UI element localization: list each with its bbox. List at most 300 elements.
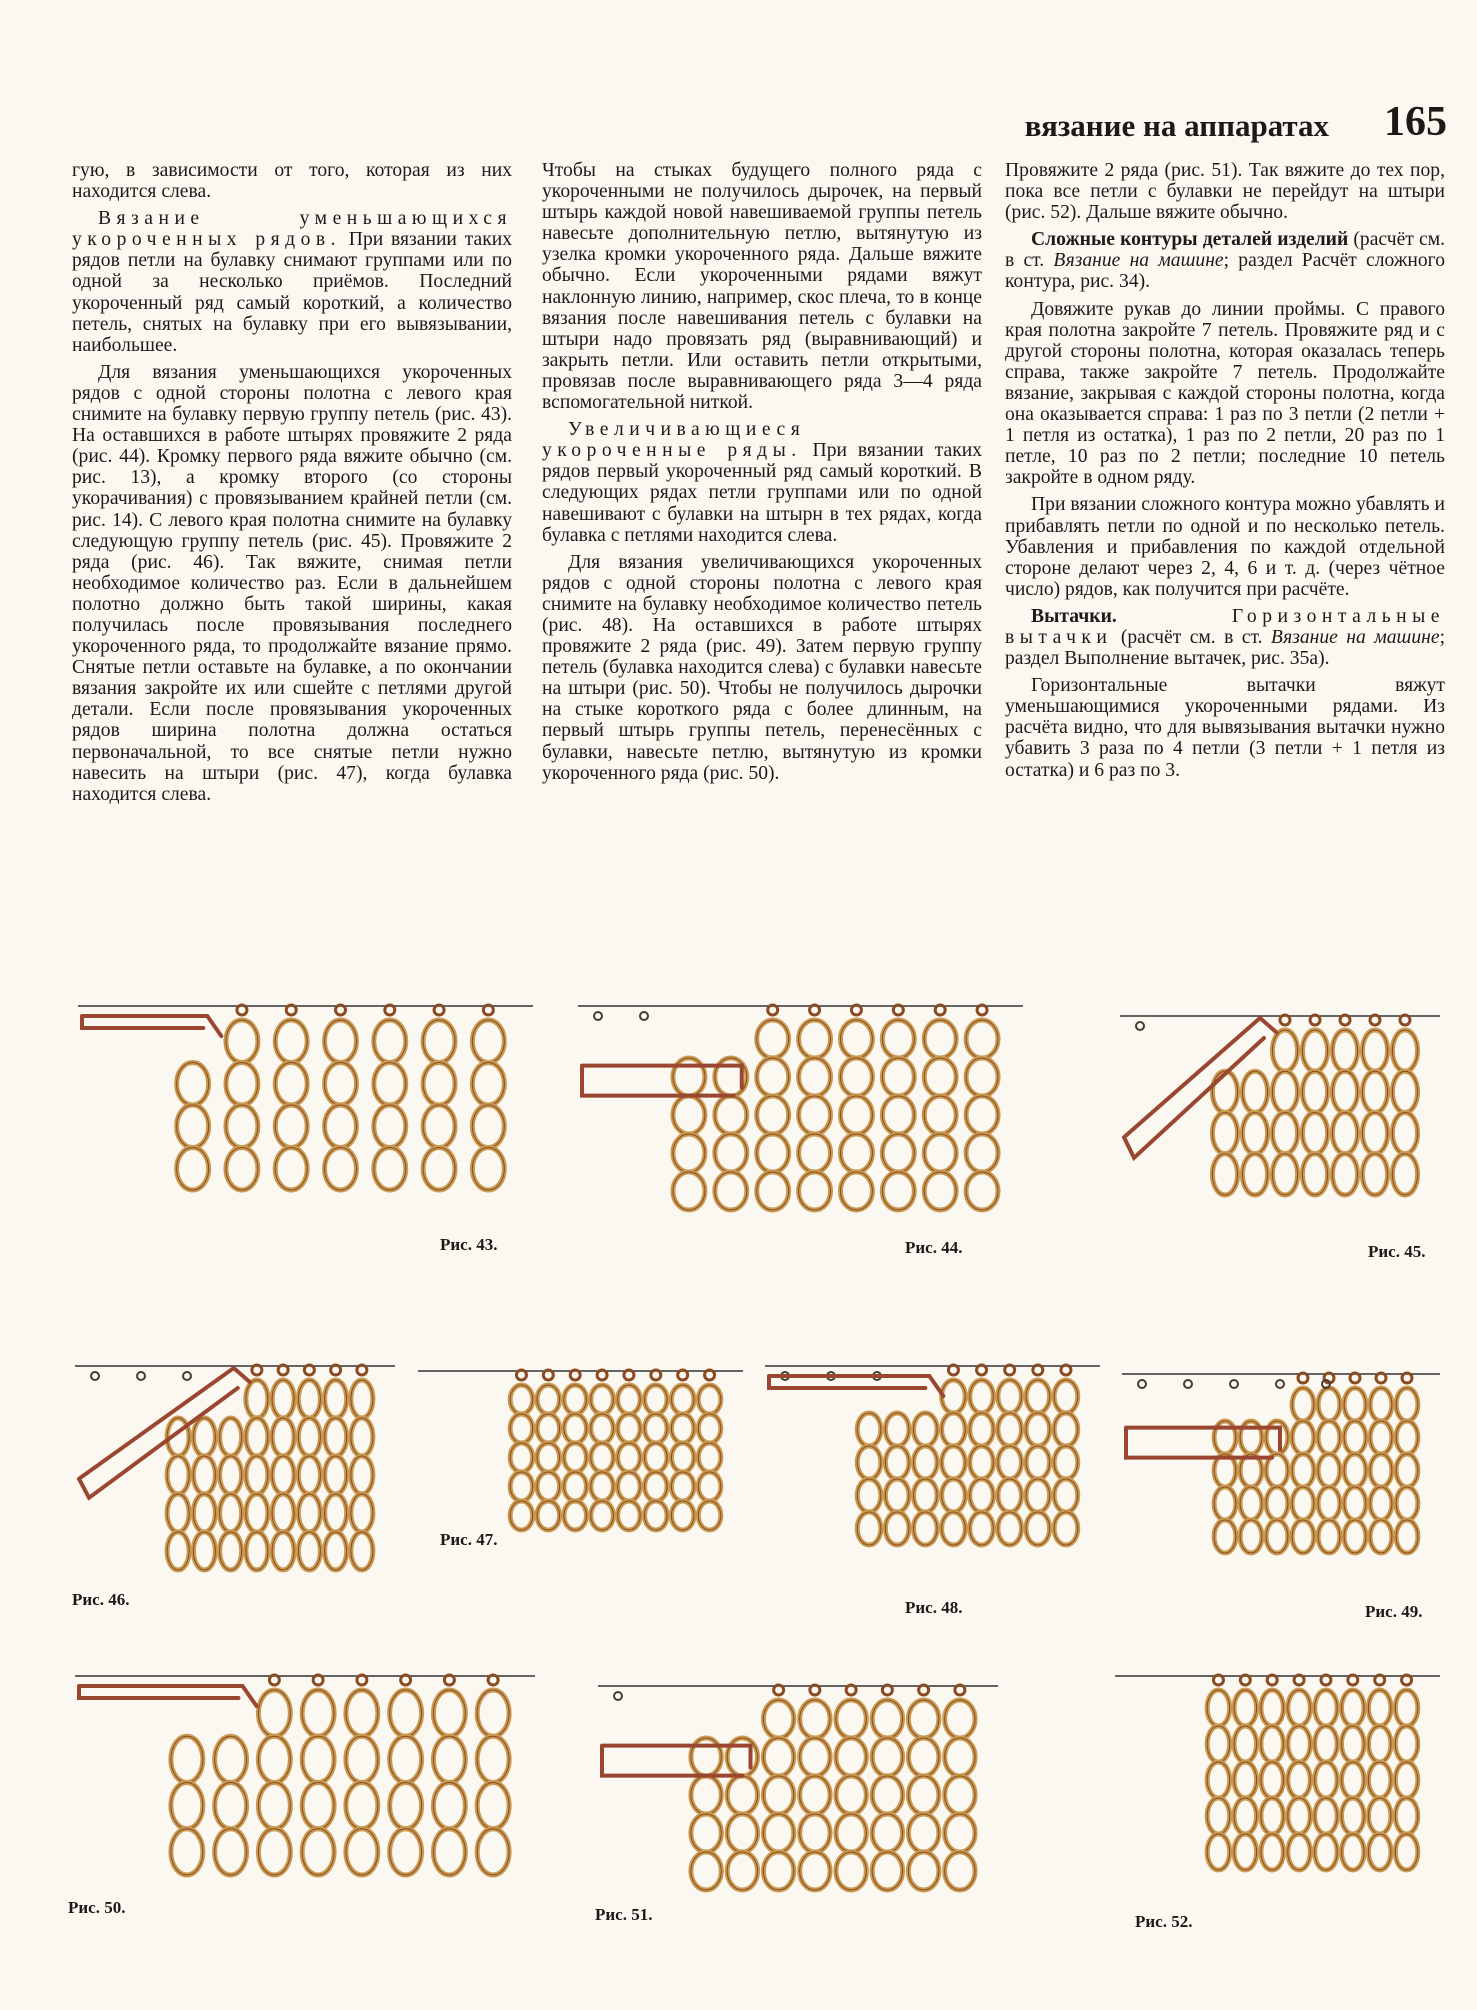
stitch-outline <box>433 1690 465 1736</box>
paragraph: Для вязания уменьшающихся укороченных рядов с одной стороны полотна с левого края снимите на булавку первую группу петель (рис. 43). На оставшихся в работе штырях провяжите 2 ряда (рис. 44). Кромку первого ряда вяжите обычно (см. рис. 13), а кромку второго (со стороны укорачивания) с провязыванием крайней петли (см. рис. 14). С левого края полотна снимите на булавку следующую группу петель (рис. 45). Провяжите 2 ряда (рис. 46). Так вяжите, снимая петли необходимое количество раз. Если в дальнейшем полотно должно быть такой ширины, какая получилась после провязывания последнего укороченного ряда, то продолжайте вязание прямо. Снятые петли оставьте на булавке, а по окончании вязания закройте их или сшейте с петлями другой детали. Если после провязывания укороченных рядов ширина полотна должна остаться первоначальной, то все снятые петли нужно навесить на штыри (рис. 47), когда булавка находится слева. <box>72 361 512 805</box>
stitch-outline <box>970 1512 994 1545</box>
needle-loop <box>252 1365 262 1375</box>
needle-loop <box>401 1675 411 1685</box>
stitch-outline <box>346 1690 378 1736</box>
stitch-outline <box>272 1380 294 1418</box>
stitch-outline <box>857 1479 881 1512</box>
stitch-outline <box>671 1472 694 1501</box>
stitch-outline <box>346 1829 378 1875</box>
stitch-outline <box>1212 1113 1237 1154</box>
stitch-outline <box>1395 1798 1418 1834</box>
stitch-outline <box>472 1063 504 1106</box>
stitch-outline <box>298 1532 320 1570</box>
stitch-outline <box>177 1063 209 1106</box>
stitch-outline <box>942 1479 966 1512</box>
stitch-outline <box>215 1736 247 1782</box>
stitch-outline <box>1342 1798 1365 1834</box>
stitch-outline <box>715 1134 747 1172</box>
stitch-outline <box>945 1814 975 1852</box>
page-number: 165 <box>1384 99 1447 145</box>
needle-loop <box>935 1005 945 1015</box>
stitch-outline <box>671 1385 694 1414</box>
knitting-illustration <box>78 990 533 1200</box>
needle-loop <box>1294 1675 1304 1685</box>
stitch-outline <box>564 1414 587 1443</box>
stitch-outline <box>564 1501 587 1530</box>
needle-loop <box>810 1005 820 1015</box>
stitch-outline <box>193 1456 215 1494</box>
stitch-outline <box>1026 1413 1050 1446</box>
stitch-outline <box>298 1418 320 1456</box>
stitch-outline <box>671 1443 694 1472</box>
stitch-outline <box>177 1105 209 1148</box>
stitch-outline <box>1318 1520 1340 1553</box>
stitch-outline <box>885 1446 909 1479</box>
stitch-outline <box>698 1472 721 1501</box>
stitch-outline <box>966 1172 998 1210</box>
stitch-outline <box>908 1814 938 1852</box>
stitch-outline <box>1288 1726 1311 1762</box>
needle-loop <box>516 1370 526 1380</box>
stitch-outline <box>302 1690 334 1736</box>
figure-caption: Рис. 49. <box>1365 1602 1423 1621</box>
stitch-outline <box>390 1736 422 1782</box>
stitch-outline <box>970 1446 994 1479</box>
needle-loop <box>1240 1675 1250 1685</box>
stitch-outline <box>763 1852 793 1890</box>
stitch-outline <box>591 1414 614 1443</box>
stitch-outline <box>966 1058 998 1096</box>
stitch-outline <box>1242 1154 1267 1195</box>
stitch-outline <box>351 1418 373 1456</box>
holder-pin <box>79 1686 257 1706</box>
figure-52 <box>1115 1660 1440 1880</box>
stitch-outline <box>908 1738 938 1776</box>
empty-needle-dot <box>1230 1380 1238 1388</box>
stitch-outline <box>1288 1798 1311 1834</box>
stitch-outline <box>885 1413 909 1446</box>
needle-loop <box>774 1685 784 1695</box>
stitch-outline <box>1207 1834 1230 1870</box>
stitch-outline <box>618 1443 641 1472</box>
stitch-outline <box>423 1063 455 1106</box>
stitch-outline <box>645 1472 668 1501</box>
stitch-outline <box>1392 1154 1417 1195</box>
stitch-outline <box>1272 1154 1297 1195</box>
stitch-outline <box>763 1738 793 1776</box>
stitch-outline <box>510 1501 533 1530</box>
stitch-outline <box>970 1479 994 1512</box>
stitch-outline <box>1344 1388 1366 1421</box>
stitch-outline <box>840 1096 872 1134</box>
paragraph-text: При вязании таких рядов петли на булавку снимают группами или по одной за несколько приёмов. Последний укороченный ряд самый короткий, а количество петель, снятых на булавку при его вывязывании, наибольшее. <box>72 229 512 356</box>
stitch-outline <box>857 1413 881 1446</box>
stitch-outline <box>193 1494 215 1532</box>
figure-caption: Рис. 50. <box>68 1898 126 1917</box>
stitch-outline <box>537 1443 560 1472</box>
stitch-outline <box>1370 1421 1392 1454</box>
stitch-outline <box>1292 1487 1314 1520</box>
figure-44 <box>578 990 1023 1220</box>
knitting-illustration <box>75 1660 535 1885</box>
figure-caption: Рис. 47. <box>440 1530 498 1549</box>
knitting-illustration <box>1115 1660 1440 1880</box>
stitch-outline <box>477 1690 509 1736</box>
stitch-outline <box>220 1456 242 1494</box>
needle-loop <box>385 1005 395 1015</box>
figure-caption: Рис. 44. <box>905 1238 963 1257</box>
paragraph: Довяжите рукав до линии проймы. С правого края полотна закройте 7 петель. Провяжите ряд и с другой стороны полотна, которая оказалась теперь справа, также закройте 7 петель. Продолжайте вязание, закрывая с каждой стороны полотна, когда она оказывается справа: 1 раз по 3 петли (2 петли + 1 петля из остатка), 1 раз по 2 петли, 20 раз по 1 петле, 10 раз по 2 петли; последние 10 петель закройте в одном ряду. <box>1005 298 1445 489</box>
empty-needle-dot <box>1184 1380 1192 1388</box>
needle-loop <box>893 1005 903 1015</box>
stitch-outline <box>226 1020 258 1063</box>
stitch-outline <box>1272 1071 1297 1112</box>
stitch-outline <box>1242 1071 1267 1112</box>
stitch-outline <box>1261 1690 1284 1726</box>
needle-loop <box>597 1370 607 1380</box>
stitch-outline <box>246 1532 268 1570</box>
stitch-outline <box>799 1172 831 1210</box>
stitch-outline <box>1342 1834 1365 1870</box>
stitch-outline <box>857 1512 881 1545</box>
stitch-outline <box>1332 1154 1357 1195</box>
stitch-outline <box>220 1418 242 1456</box>
needle-loop <box>1321 1675 1331 1685</box>
stitch-outline <box>1240 1520 1262 1553</box>
stitch-outline <box>477 1829 509 1875</box>
stitch-outline <box>698 1414 721 1443</box>
stitch-outline <box>1332 1113 1357 1154</box>
stitch-outline <box>510 1414 533 1443</box>
stitch-outline <box>1396 1520 1418 1553</box>
stitch-outline <box>840 1058 872 1096</box>
stitch-outline <box>1207 1762 1230 1798</box>
stitch-outline <box>673 1134 705 1172</box>
figure-48 <box>765 1350 1100 1555</box>
needle-loop <box>1310 1015 1320 1025</box>
stitch-outline <box>220 1494 242 1532</box>
holder-pin <box>1124 1018 1276 1158</box>
empty-needle-dot <box>640 1012 648 1020</box>
stitch-outline <box>177 1148 209 1191</box>
needle-loop <box>570 1370 580 1380</box>
stitch-outline <box>727 1814 757 1852</box>
stitch-outline <box>970 1413 994 1446</box>
needle-loop <box>269 1675 279 1685</box>
stitch-outline <box>645 1501 668 1530</box>
stitch-outline <box>1370 1520 1392 1553</box>
stitch-outline <box>1362 1071 1387 1112</box>
stitch-outline <box>970 1380 994 1413</box>
needle-loop <box>768 1005 778 1015</box>
stitch-outline <box>246 1380 268 1418</box>
needle-loop <box>810 1685 820 1695</box>
stitch-outline <box>1207 1726 1230 1762</box>
stitch-outline <box>351 1494 373 1532</box>
stitch-outline <box>1344 1421 1366 1454</box>
stitch-outline <box>1292 1520 1314 1553</box>
stitch-outline <box>325 1456 347 1494</box>
stitch-outline <box>1240 1487 1262 1520</box>
stitch-outline <box>325 1105 357 1148</box>
stitch-outline <box>272 1494 294 1532</box>
paragraph: Для вязания увеличивающихся укороченных рядов с одной стороны полотна с левого края снимите на булавку необходимое количество петель (рис. 48). На оставшихся в работе штырях провяжите 2 ряда (рис. 49). Затем первую группу петель (булавка находится слева) с булавки навесьте на штыри (рис. 50). Чтобы не получилось дырочки на стыке короткого ряда с более длинным, на первый штырь группы петель, перенесённых с булавки, навесьте петлю, вытянутую из кромки укороченного ряда (рис. 50). <box>542 551 982 784</box>
stitch-outline <box>882 1096 914 1134</box>
stitch-outline <box>1292 1388 1314 1421</box>
stitch-outline <box>272 1456 294 1494</box>
needle-loop <box>882 1685 892 1695</box>
paragraph: гую, в зависимости от того, которая из них находится слева. <box>72 160 512 203</box>
stitch-outline <box>1392 1030 1417 1071</box>
stitch-outline <box>1342 1690 1365 1726</box>
empty-needle-dot <box>183 1372 191 1380</box>
needle-loop <box>1348 1675 1358 1685</box>
stitch-outline <box>1368 1690 1391 1726</box>
paragraph-text: ; раздел Выполнение вытачек, рис. 35а). <box>1005 626 1446 670</box>
needle-loop <box>1376 1373 1386 1383</box>
figure-caption: Рис. 45. <box>1368 1242 1426 1261</box>
stitch-outline <box>966 1096 998 1134</box>
paragraph: При вязании сложного контура можно убавлять и прибавлять петли по одной и по несколько петель. Убавления и прибавления по каждой отдельной стороне делают через 2, 4, 6 и т. д. (через чётное число) рядов, как получится при расчёте. <box>1005 494 1445 600</box>
stitch-outline <box>618 1472 641 1501</box>
holder-pin <box>79 1368 250 1498</box>
stitch-outline <box>591 1443 614 1472</box>
stitch-outline <box>1026 1512 1050 1545</box>
stitch-outline <box>715 1172 747 1210</box>
stitch-outline <box>942 1446 966 1479</box>
stitch-outline <box>1362 1113 1387 1154</box>
empty-needle-dot <box>137 1372 145 1380</box>
text-column-2 <box>542 160 982 790</box>
stitch-outline <box>1344 1454 1366 1487</box>
figure-caption: Рис. 51. <box>595 1905 653 1924</box>
needle-loop <box>1402 1675 1412 1685</box>
stitch-outline <box>226 1063 258 1106</box>
stitch-outline <box>1207 1690 1230 1726</box>
stitch-outline <box>836 1852 866 1890</box>
stitch-outline <box>1266 1520 1288 1553</box>
stitch-outline <box>998 1413 1022 1446</box>
stitch-outline <box>510 1385 533 1414</box>
stitch-outline <box>1212 1154 1237 1195</box>
stitch-outline <box>390 1783 422 1829</box>
stitch-outline <box>1026 1479 1050 1512</box>
text-column-3 <box>1005 160 1445 787</box>
stitch-outline <box>1315 1798 1338 1834</box>
stitch-outline <box>872 1814 902 1852</box>
stitch-outline <box>1234 1690 1257 1726</box>
stitch-outline <box>727 1852 757 1890</box>
knitting-illustration <box>75 1350 395 1580</box>
stitch-outline <box>374 1148 406 1191</box>
stitch-outline <box>1288 1690 1311 1726</box>
needle-loop <box>1280 1015 1290 1025</box>
stitch-outline <box>1272 1030 1297 1071</box>
needle-loop <box>851 1005 861 1015</box>
needle-loop <box>1402 1373 1412 1383</box>
needle-loop <box>1061 1365 1071 1375</box>
stitch-outline <box>840 1020 872 1058</box>
stitch-outline <box>799 1096 831 1134</box>
stitch-outline <box>591 1472 614 1501</box>
stitch-outline <box>220 1532 242 1570</box>
stitch-outline <box>215 1829 247 1875</box>
stitch-outline <box>272 1418 294 1456</box>
stitch-outline <box>1261 1762 1284 1798</box>
stitch-outline <box>945 1700 975 1738</box>
stitch-outline <box>872 1738 902 1776</box>
needle-loop <box>1400 1015 1410 1025</box>
stitch-outline <box>715 1096 747 1134</box>
stitch-outline <box>390 1690 422 1736</box>
stitch-outline <box>1396 1487 1418 1520</box>
stitch-outline <box>698 1385 721 1414</box>
stitch-outline <box>1234 1726 1257 1762</box>
stitch-outline <box>472 1148 504 1191</box>
stitch-outline <box>914 1413 938 1446</box>
stitch-outline <box>351 1456 373 1494</box>
stitch-outline <box>325 1418 347 1456</box>
stitch-outline <box>914 1479 938 1512</box>
needle-loop <box>444 1675 454 1685</box>
stitch-outline <box>1368 1762 1391 1798</box>
reference: Вязание на машине <box>1053 250 1224 272</box>
stitch-outline <box>1318 1388 1340 1421</box>
stitch-outline <box>998 1380 1022 1413</box>
stitch-outline <box>1212 1071 1237 1112</box>
needle-loop <box>624 1370 634 1380</box>
stitch-outline <box>564 1443 587 1472</box>
figure-43 <box>78 990 533 1200</box>
knitting-illustration <box>1122 1358 1440 1563</box>
stitch-outline <box>167 1494 189 1532</box>
stitch-outline <box>872 1700 902 1738</box>
stitch-outline <box>510 1443 533 1472</box>
stitch-outline <box>374 1105 406 1148</box>
stitch-outline <box>882 1134 914 1172</box>
stitch-outline <box>351 1380 373 1418</box>
figure-caption: Рис. 43. <box>440 1235 498 1254</box>
stitch-outline <box>1395 1726 1418 1762</box>
holder-pin <box>82 1016 221 1036</box>
stitch-outline <box>757 1020 789 1058</box>
figure-51 <box>598 1670 998 1900</box>
stitch-outline <box>246 1456 268 1494</box>
stitch-outline <box>477 1783 509 1829</box>
needle-loop <box>1298 1373 1308 1383</box>
stitch-outline <box>171 1783 203 1829</box>
stitch-outline <box>1315 1834 1338 1870</box>
needle-loop <box>678 1370 688 1380</box>
subheading: Сложные контуры деталей изделий <box>1031 229 1349 251</box>
needle-loop <box>1005 1365 1015 1375</box>
empty-needle-dot <box>594 1012 602 1020</box>
stitch-outline <box>171 1736 203 1782</box>
stitch-outline <box>1370 1388 1392 1421</box>
stitch-outline <box>1344 1487 1366 1520</box>
empty-needle-dot <box>614 1692 622 1700</box>
stitch-outline <box>945 1738 975 1776</box>
paragraph: Провяжите 2 ряда (рис. 51). Так вяжите до тех пор, пока все петли с булавки не перейдут на штыри (рис. 52). Дальше вяжите обычно. <box>1005 160 1445 224</box>
stitch-outline <box>1395 1690 1418 1726</box>
stitch-outline <box>1026 1446 1050 1479</box>
stitch-outline <box>258 1829 290 1875</box>
stitch-outline <box>998 1446 1022 1479</box>
needle-loop <box>919 1685 929 1695</box>
text-column-1 <box>72 160 512 811</box>
stitch-outline <box>800 1738 830 1776</box>
figure-caption: Рис. 48. <box>905 1598 963 1617</box>
stitch-outline <box>433 1736 465 1782</box>
stitch-outline <box>763 1776 793 1814</box>
stitch-outline <box>1288 1762 1311 1798</box>
stitch-outline <box>757 1058 789 1096</box>
needle-loop <box>304 1365 314 1375</box>
needle-loop <box>846 1685 856 1695</box>
stitch-outline <box>1332 1030 1357 1071</box>
stitch-outline <box>945 1852 975 1890</box>
stitch-outline <box>800 1814 830 1852</box>
stitch-outline <box>966 1134 998 1172</box>
stitch-outline <box>433 1783 465 1829</box>
needle-loop <box>313 1675 323 1685</box>
stitch-outline <box>1332 1071 1357 1112</box>
figure-45 <box>1120 1000 1440 1205</box>
stitch-outline <box>564 1385 587 1414</box>
stitch-outline <box>302 1736 334 1782</box>
stitch-outline <box>1315 1762 1338 1798</box>
stitch-outline <box>591 1385 614 1414</box>
stitch-outline <box>193 1418 215 1456</box>
needle-loop <box>1375 1675 1385 1685</box>
stitch-outline <box>325 1380 347 1418</box>
stitch-outline <box>908 1700 938 1738</box>
stitch-outline <box>1362 1154 1387 1195</box>
stitch-outline <box>882 1020 914 1058</box>
stitch-outline <box>1272 1113 1297 1154</box>
stitch-outline <box>1318 1454 1340 1487</box>
stitch-outline <box>645 1385 668 1414</box>
figure-caption: Рис. 46. <box>72 1590 130 1609</box>
stitch-outline <box>1261 1726 1284 1762</box>
stitch-outline <box>924 1058 956 1096</box>
stitch-outline <box>1054 1413 1078 1446</box>
stitch-outline <box>836 1738 866 1776</box>
stitch-outline <box>477 1736 509 1782</box>
needle-loop <box>434 1005 444 1015</box>
needle-loop <box>1213 1675 1223 1685</box>
paragraph-text: ; раздел Расчёт сложного контура, рис. 34). <box>1005 250 1445 293</box>
stitch-outline <box>226 1148 258 1191</box>
stitch-outline <box>510 1472 533 1501</box>
stitch-outline <box>1302 1071 1327 1112</box>
stitch-outline <box>1214 1520 1236 1553</box>
stitch-outline <box>924 1172 956 1210</box>
stitch-outline <box>914 1446 938 1479</box>
stitch-outline <box>698 1501 721 1530</box>
stitch-outline <box>872 1852 902 1890</box>
needle-loop <box>955 1685 965 1695</box>
stitch-outline <box>924 1134 956 1172</box>
stitch-outline <box>1315 1690 1338 1726</box>
stitch-outline <box>618 1501 641 1530</box>
stitch-outline <box>1368 1726 1391 1762</box>
stitch-outline <box>346 1783 378 1829</box>
stitch-outline <box>275 1148 307 1191</box>
stitch-outline <box>836 1700 866 1738</box>
needle-loop <box>483 1005 493 1015</box>
stitch-outline <box>924 1020 956 1058</box>
